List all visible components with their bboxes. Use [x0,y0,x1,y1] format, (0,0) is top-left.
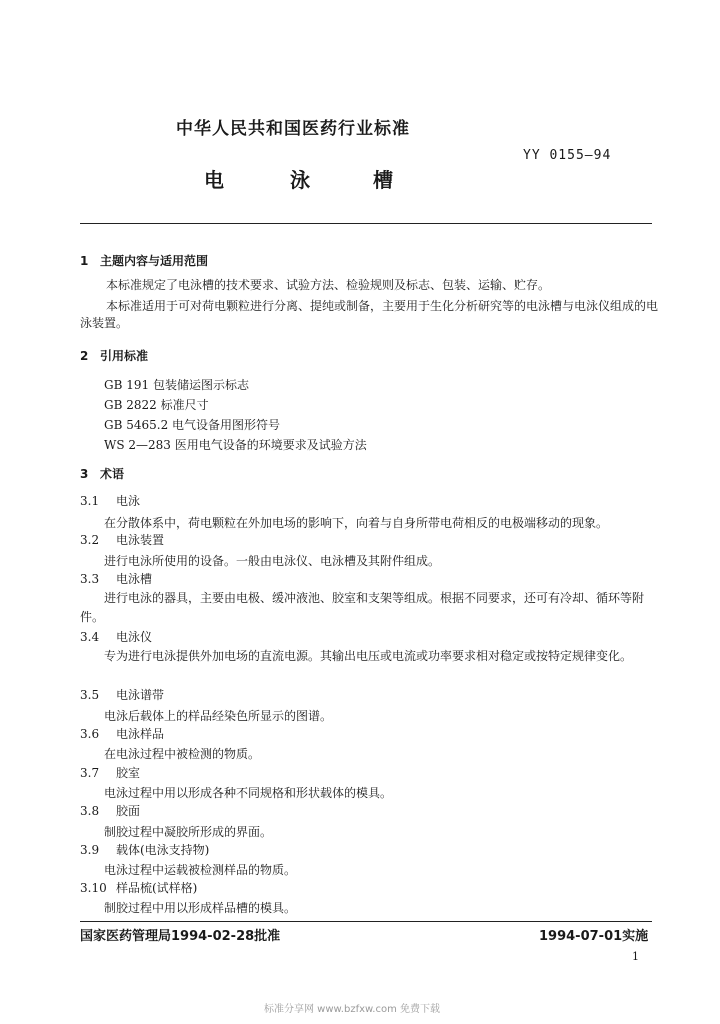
term-3-5-definition: 电泳后载体上的样品经染色所显示的图谱。 [104,709,333,723]
term-3-9-definition: 电泳过程中运载被检测样品的物质。 [104,863,297,877]
document-title-char-3: 槽 [373,168,393,192]
document-title-char-1: 电 [204,168,224,192]
term-3-10-definition: 制胶过程中用以形成样品槽的模具。 [104,901,297,915]
term-3-8-definition: 制胶过程中凝胶所形成的界面。 [104,825,273,839]
footer-rule [80,921,652,922]
standard-category-heading: 中华人民共和国医药行业标准 [176,119,410,139]
section-number: 1 [80,254,89,268]
term-3-4: 3.4 电泳仪 [80,630,153,644]
term-3-7: 3.7 胶室 [80,766,141,780]
term-3-2: 3.2 电泳装置 [80,533,165,547]
section-number: 3 [80,467,89,481]
term-3-3-definition: 进行电泳的器具，主要由电极、缓冲液池、胶室和支架等组成。根据不同要求，还可有冷却、循环等附件。 [80,591,645,624]
term-3-10: 3.10 样品梳(试样格) [80,881,198,895]
term-3-6-definition: 在电泳过程中被检测的物质。 [104,747,261,761]
watermark: 标准分享网 www.bzfxw.com 免费下载 [264,1004,440,1015]
term-3-4-definition: 专为进行电泳提供外加电场的直流电源。其输出电压或电流或功率要求相对稳定或按特定规律变化。 [104,649,633,663]
term-3-8: 3.8 胶面 [80,804,141,818]
standard-code: YY 0155—94 [523,148,612,163]
term-3-1: 3.1 电泳 [80,494,141,508]
section-title: 引用标准 [100,349,149,363]
term-3-7-definition: 电泳过程中用以形成各种不同规格和形状载体的模具。 [104,786,393,800]
section-1-heading [80,252,208,269]
approval-statement: 国家医药管理局1994-02-28批准 [80,929,281,944]
term-3-1-definition: 在分散体系中，荷电颗粒在外加电场的影响下，向着与自身所带电荷相反的电极端移动的现象。 [104,516,609,530]
term-3-5: 3.5 电泳谱带 [80,688,165,702]
section-title: 术语 [100,467,125,481]
section-3-heading [80,465,124,482]
term-3-2-definition: 进行电泳所使用的设备。一般由电泳仪、电泳槽及其附件组成。 [104,554,441,568]
reference-item: GB 191 包装储运图示标志 [104,378,249,392]
page-number: 1 [632,950,639,963]
effective-date: 1994-07-01实施 [539,929,649,944]
section-1-paragraph-1: 本标准规定了电泳槽的技术要求、试验方法、检验规则及标志、包装、运输、贮存。 [106,278,551,292]
section-1-paragraph-2: 本标准适用于可对荷电颗粒进行分离、提纯或制备，主要用于生化分析研究等的电泳槽与电泳仪组成的电泳装置。 [80,299,659,330]
reference-item: GB 2822 标准尺寸 [104,398,209,412]
term-3-6: 3.6 电泳样品 [80,727,165,741]
section-title: 主题内容与适用范围 [100,254,209,268]
reference-item: GB 5465.2 电气设备用图形符号 [104,418,281,432]
section-2-heading [80,347,148,364]
header-rule [80,223,652,224]
section-number: 2 [80,349,89,363]
term-3-9: 3.9 载体(电泳支持物) [80,843,210,857]
document-title-char-2: 泳 [290,168,310,192]
reference-item: WS 2—283 医用电气设备的环境要求及试验方法 [104,438,367,452]
term-3-3: 3.3 电泳槽 [80,572,153,586]
